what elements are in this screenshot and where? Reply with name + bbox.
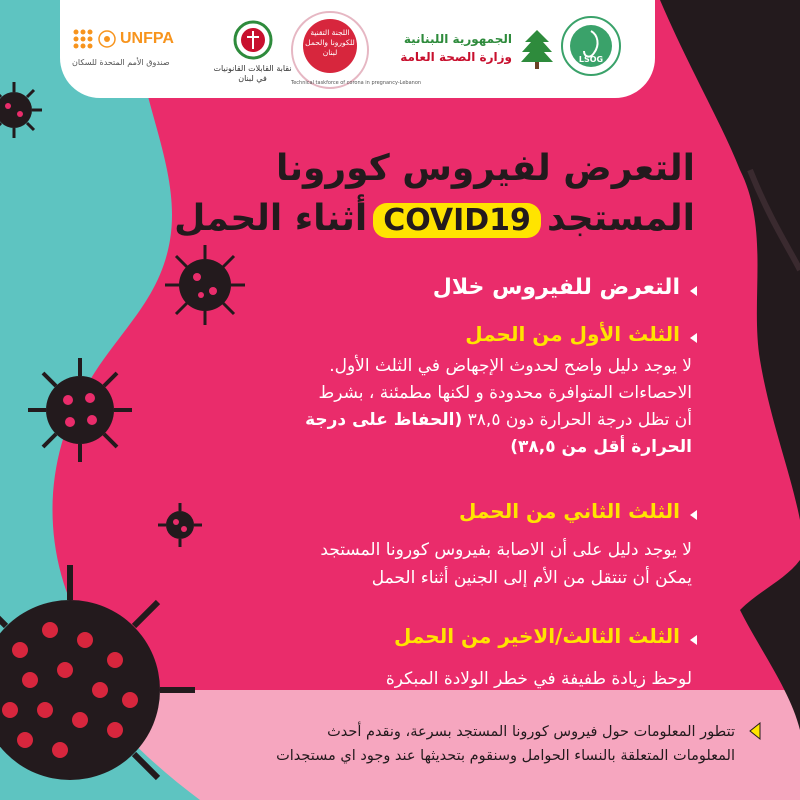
lsog-name: LSOG: [578, 55, 604, 64]
body-line-mixed: [192, 407, 692, 434]
virus-icon: [165, 245, 245, 325]
unfpa-name: UNFPA: [120, 30, 174, 47]
bullet-icon: [690, 510, 697, 520]
ministry-logo: [400, 28, 560, 78]
bullet-icon: [690, 333, 697, 343]
section-heading-third: الثلث الثالث/الاخير من الحمل: [394, 624, 680, 648]
body-bold: الحرارة أقل من ٣٨,٥): [510, 437, 692, 457]
unfpa-subtitle: صندوق الأمم المتحدة للسكان: [72, 58, 170, 67]
section-heading-first: الثلث الأول من الحمل: [465, 322, 680, 346]
title-line1: التعرض لفيروس كورونا: [276, 148, 695, 189]
ministry-line2: وزارة الصحة العامة: [400, 50, 512, 64]
body-line: لا يوجد دليل على أن الاصابة بفيروس كورونا المستجد: [320, 540, 692, 560]
body-line: أن تظل درجة الحرارة دون ٣٨,٥: [467, 410, 692, 430]
covid-badge: COVID19: [373, 203, 541, 238]
cedar-icon: [519, 28, 555, 70]
footer-note: [95, 720, 735, 768]
section-body-second: [192, 536, 692, 592]
body-line: لا يوجد دليل واضح لحدوث الإجهاض في الثلث الأول.: [329, 356, 692, 376]
taskforce-line: للكورونا والحمل: [305, 38, 355, 47]
taskforce-arc-text: Technical taskforce of corona in pregnancy-Lebanon: [291, 80, 422, 86]
unfpa-dots-icon: [72, 28, 94, 50]
taskforce-line: اللجنة التقنية: [310, 28, 350, 37]
title-line2-pre: المستجد: [546, 198, 695, 239]
unfpa-logo: [72, 28, 182, 67]
lsog-logo: [560, 15, 622, 77]
virus-icon: [28, 358, 132, 462]
intro-text: التعرض للفيروس خلال: [432, 275, 680, 300]
bullet-icon: [690, 635, 697, 645]
section-heading-second: الثلث الثاني من الحمل: [459, 499, 680, 523]
footer-arrow-icon: [748, 722, 762, 740]
title-line2-post: أثناء الحمل: [174, 198, 368, 239]
midwives-logo: [210, 20, 295, 84]
lsog-emblem-icon: [560, 15, 622, 77]
midwives-emblem-icon: [233, 20, 273, 60]
bullet-icon: [690, 286, 697, 296]
body-bold: (الحفاظ على درجة: [305, 410, 463, 430]
ministry-line1: الجمهورية اللبنانية: [403, 32, 512, 46]
body-line: الاحصاءات المتوافرة محدودة و لكنها مطمئنة ، بشرط: [318, 383, 692, 403]
body-line: يمكن أن تنتقل من الأم إلى الجنين أثناء الحمل: [371, 568, 692, 588]
body-line: [192, 434, 692, 461]
body-line: لوحظ زيادة طفيفة في خطر الولادة المبكرة: [385, 669, 692, 689]
header-banner: [60, 0, 655, 98]
section-body-first: [192, 353, 692, 461]
virus-icon: [0, 82, 42, 138]
taskforce-line: لبنان: [322, 48, 338, 57]
taskforce-lines: [303, 28, 357, 58]
title-line2: [174, 198, 695, 239]
footer-line: المعلومات المتعلقة بالنساء الحوامل وسنقوم بتحديثها عند وجود اي مستجدات: [276, 748, 735, 764]
midwives-subtitle: نقابة القابلات القانونيات في لبنان: [213, 64, 292, 83]
un-emblem-icon: [98, 30, 116, 48]
taskforce-logo: [285, 8, 422, 98]
section-body-third: [192, 666, 692, 693]
footer-line: تتطور المعلومات حول فيروس كورونا المستجد بسرعة، ونقدم أحدث: [327, 724, 735, 740]
